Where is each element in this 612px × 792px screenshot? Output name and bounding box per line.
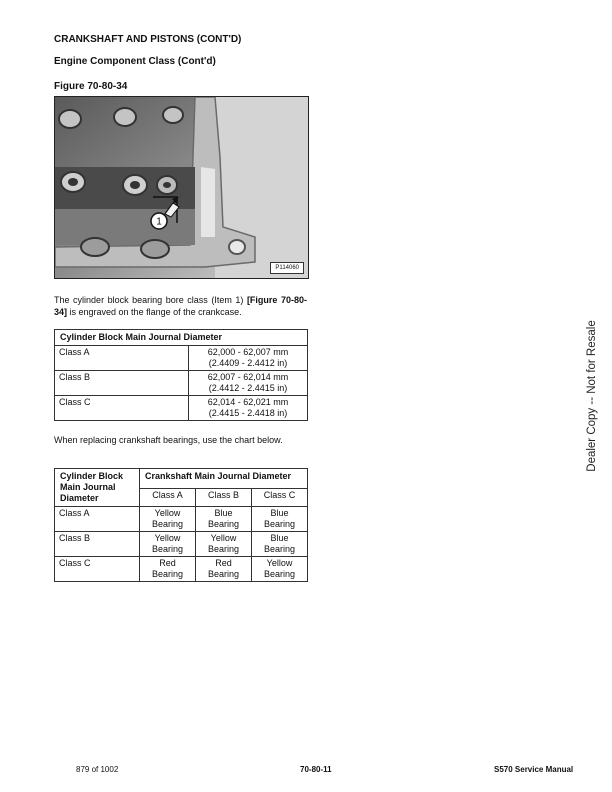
engine-block-photo [54,96,309,279]
dealer-watermark: Dealer Copy -- Not for Resale [586,320,598,472]
table1-range-a: 62,000 - 62,007 mm (2.4409 - 2.4412 in) [189,346,308,371]
table2-row-class: Class A [55,507,140,532]
figure-label: Figure 70-80-34 [54,81,128,92]
table2-cell: Yellow Bearing [196,532,252,557]
intro-text-before: The cylinder block bearing bore class (Item 1) [54,295,247,305]
section-title: CRANKSHAFT AND PISTONS (CONT'D) [54,34,242,45]
table1-class-a: Class A [55,346,189,371]
table-row [55,557,308,582]
table2-cell: Red Bearing [196,557,252,582]
table2-col-class-b: Class B [196,489,252,507]
table2-cell: Yellow Bearing [140,532,196,557]
table2-cell: Blue Bearing [252,532,308,557]
table2-row-class: Class C [55,557,140,582]
table2-cell: Yellow Bearing [140,507,196,532]
photo-code: P114060 [270,262,304,274]
table2-col-class-a: Class A [140,489,196,507]
bearing-selection-table [54,468,308,582]
table2-cell: Red Bearing [140,557,196,582]
table1-range-c: 62,014 - 62,021 mm (2.4415 - 2.4418 in) [189,396,308,421]
table-row [55,396,308,421]
table2-cell: Blue Bearing [252,507,308,532]
table-row [55,507,308,532]
table2-row-header: Cylinder Block Main Journal Diameter [55,469,140,507]
subsection-title: Engine Component Class (Cont'd) [54,56,216,67]
footer-manual-title: S570 Service Manual [494,765,574,774]
table1-header: Cylinder Block Main Journal Diameter [55,330,308,346]
table2-cell: Yellow Bearing [252,557,308,582]
table-row [55,371,308,396]
table2-row-class: Class B [55,532,140,557]
table1-class-c: Class C [55,396,189,421]
crankcase-illustration [55,97,308,278]
figure-reference: [Figure 70-80-34] [54,295,307,317]
footer-page-number: 70-80-11 [300,765,332,774]
table-row [55,346,308,371]
intro-text-after: is engraved on the flange of the crankcase. [67,307,242,317]
footer-page-count: 879 of 1002 [76,765,119,774]
callout-number: 1 [156,216,162,228]
replace-note: When replacing crankshaft bearings, use the chart below. [54,435,283,445]
cylinder-block-diameter-table [54,329,308,421]
table2-cell: Blue Bearing [196,507,252,532]
table-row [55,532,308,557]
table1-class-b: Class B [55,371,189,396]
table1-range-b: 62,007 - 62,014 mm (2.4412 - 2.4415 in) [189,371,308,396]
table2-col-class-c: Class C [252,489,308,507]
table2-col-group-header: Crankshaft Main Journal Diameter [140,469,308,489]
intro-paragraph [54,294,307,318]
